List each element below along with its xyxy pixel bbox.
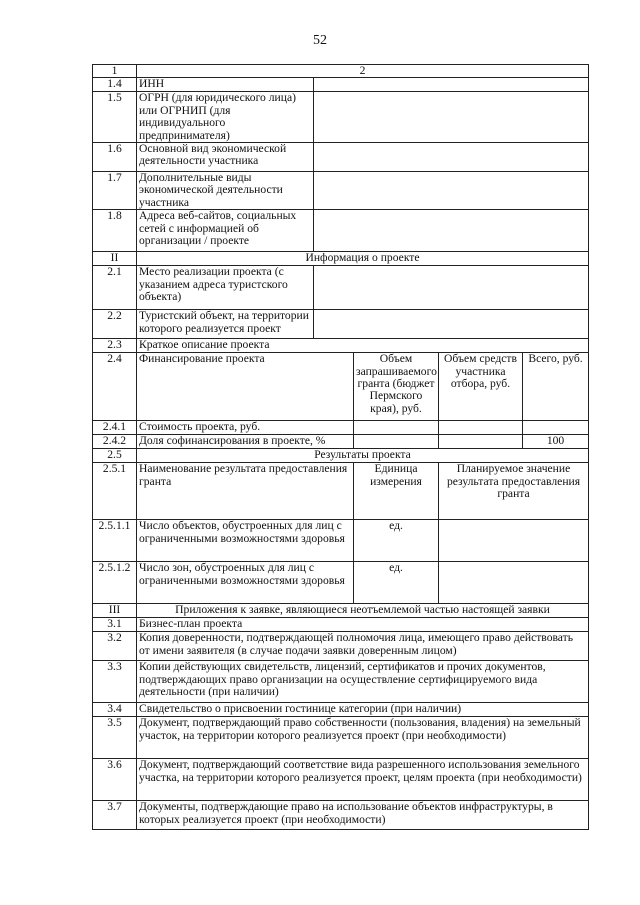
- results-title: Результаты проекта: [137, 449, 589, 463]
- answer-cell[interactable]: [439, 562, 589, 604]
- row-label: Копии действующих свидетельств, лицензий, сертификатов и прочих документов, подтверждающих право организации на осуществление сертифицируемого вида деятельности (при наличии): [137, 661, 589, 703]
- row-number: 1.8: [93, 210, 137, 252]
- row-number: 2.5: [93, 449, 137, 463]
- row-label: Стоимость проекта, руб.: [137, 421, 354, 435]
- row-label: Документ, подтверждающий соответствие вида разрешенного использования земельного участка, на территории которого реализуется проект, целям проекта (при необходимости): [137, 759, 589, 801]
- table-row: [93, 801, 589, 830]
- answer-cell[interactable]: [314, 172, 589, 210]
- unit-value: ед.: [354, 520, 439, 562]
- unit-value: ед.: [354, 562, 439, 604]
- row-label: Доля софинансирования в проекте, %: [137, 435, 354, 449]
- row-number: 2.3: [93, 339, 137, 353]
- row-label: Основной вид экономической деятельности участника: [137, 143, 314, 172]
- row-label: Копия доверенности, подтверждающей полномочия лица, имеющего право действовать от имени заявителя (в случае подачи заявки доверенным лицом): [137, 632, 589, 661]
- row-number: 3.1: [93, 618, 137, 632]
- table-row: [93, 562, 589, 604]
- row-label: Наименование результата предоставления гранта: [137, 463, 354, 520]
- row-label: Краткое описание проекта: [137, 339, 589, 353]
- row-number: 3.4: [93, 703, 137, 717]
- table-row: [93, 717, 589, 759]
- row-number: 1.7: [93, 172, 137, 210]
- answer-cell[interactable]: [439, 421, 523, 435]
- section-number: III: [93, 604, 137, 618]
- table-header-row: [93, 65, 589, 78]
- row-label: Дополнительные виды экономической деятельности участника: [137, 172, 314, 210]
- row-number: 1.6: [93, 143, 137, 172]
- results-header-row: [93, 463, 589, 520]
- column-header-unit: Единица измерения: [354, 463, 439, 520]
- section-title: Приложения к заявке, являющиеся неотъемлемой частью настоящей заявки: [137, 604, 589, 618]
- section-heading-row: [93, 252, 589, 266]
- table-row: [93, 520, 589, 562]
- row-label: Финансирование проекта: [137, 353, 354, 421]
- table-row: [93, 310, 589, 339]
- header-col-2: 2: [137, 65, 589, 78]
- row-number: 2.4: [93, 353, 137, 421]
- row-label: Место реализации проекта (с указанием адреса туристского объекта): [137, 266, 314, 310]
- answer-cell[interactable]: [439, 435, 523, 449]
- table-row: [93, 703, 589, 717]
- row-number: 2.1: [93, 266, 137, 310]
- row-label: Число зон, обустроенных для лиц с ограниченными возможностями здоровья: [137, 562, 354, 604]
- row-number: 3.7: [93, 801, 137, 830]
- row-number: 2.5.1: [93, 463, 137, 520]
- table-row: [93, 435, 589, 449]
- answer-cell[interactable]: [314, 143, 589, 172]
- row-number: 3.6: [93, 759, 137, 801]
- column-header-grant: Объем запрашиваемого гранта (бюджет Пермского края), руб.: [354, 353, 439, 421]
- section-title: Информация о проекте: [137, 252, 589, 266]
- table-row: [93, 172, 589, 210]
- section-heading-row: [93, 449, 589, 463]
- answer-cell[interactable]: [314, 210, 589, 252]
- row-label: Свидетельство о присвоении гостинице категории (при наличии): [137, 703, 589, 717]
- answer-cell[interactable]: [314, 266, 589, 310]
- row-number: 2.5.1.2: [93, 562, 137, 604]
- row-number: 3.3: [93, 661, 137, 703]
- answer-cell[interactable]: [523, 421, 589, 435]
- answer-cell[interactable]: [354, 421, 439, 435]
- table-row: [93, 78, 589, 92]
- section-heading-row: [93, 604, 589, 618]
- row-number: 3.5: [93, 717, 137, 759]
- row-number: 2.2: [93, 310, 137, 339]
- row-label: Число объектов, обустроенных для лиц с ограниченными возможностями здоровья: [137, 520, 354, 562]
- row-label: ОГРН (для юридического лица) или ОГРНИП (для индивидуального предпринимателя): [137, 92, 314, 143]
- page-number: 52: [313, 33, 327, 48]
- row-label: ИНН: [137, 78, 314, 92]
- header-col-1: 1: [93, 65, 137, 78]
- table-row: [93, 661, 589, 703]
- row-label: Документ, подтверждающий право собственности (пользования, владения) на земельный участок, на территории которого реализуется проект (при необходимости): [137, 717, 589, 759]
- financing-header-row: [93, 353, 589, 421]
- row-number: 2.4.2: [93, 435, 137, 449]
- section-number: II: [93, 252, 137, 266]
- row-label: Адреса веб-сайтов, социальных сетей с информацией об организации / проекте: [137, 210, 314, 252]
- answer-cell[interactable]: [354, 435, 439, 449]
- table-row: [93, 759, 589, 801]
- table-row: [93, 92, 589, 143]
- answer-cell[interactable]: [314, 78, 589, 92]
- share-total-value: 100: [523, 435, 589, 449]
- row-number: 2.4.1: [93, 421, 137, 435]
- table-row: [93, 421, 589, 435]
- column-header-planned: Планируемое значение результата предоставления гранта: [439, 463, 589, 520]
- row-label: Бизнес-план проекта: [137, 618, 589, 632]
- table-row: [93, 632, 589, 661]
- answer-cell[interactable]: [439, 520, 589, 562]
- answer-cell[interactable]: [314, 310, 589, 339]
- column-header-participant: Объем средств участника отбора, руб.: [439, 353, 523, 421]
- table-row: [93, 143, 589, 172]
- table-row: [93, 210, 589, 252]
- column-header-total: Всего, руб.: [523, 353, 589, 421]
- answer-cell[interactable]: [314, 92, 589, 143]
- table-row: [93, 339, 589, 353]
- row-number: 3.2: [93, 632, 137, 661]
- row-number: 2.5.1.1: [93, 520, 137, 562]
- table-row: [93, 266, 589, 310]
- row-number: 1.5: [93, 92, 137, 143]
- row-label: Туристский объект, на территории которого реализуется проект: [137, 310, 314, 339]
- table-row: [93, 618, 589, 632]
- application-form-table: [92, 64, 589, 830]
- row-label: Документы, подтверждающие право на использование объектов инфраструктуры, в которых реализуется проект (при необходимости): [137, 801, 589, 830]
- row-number: 1.4: [93, 78, 137, 92]
